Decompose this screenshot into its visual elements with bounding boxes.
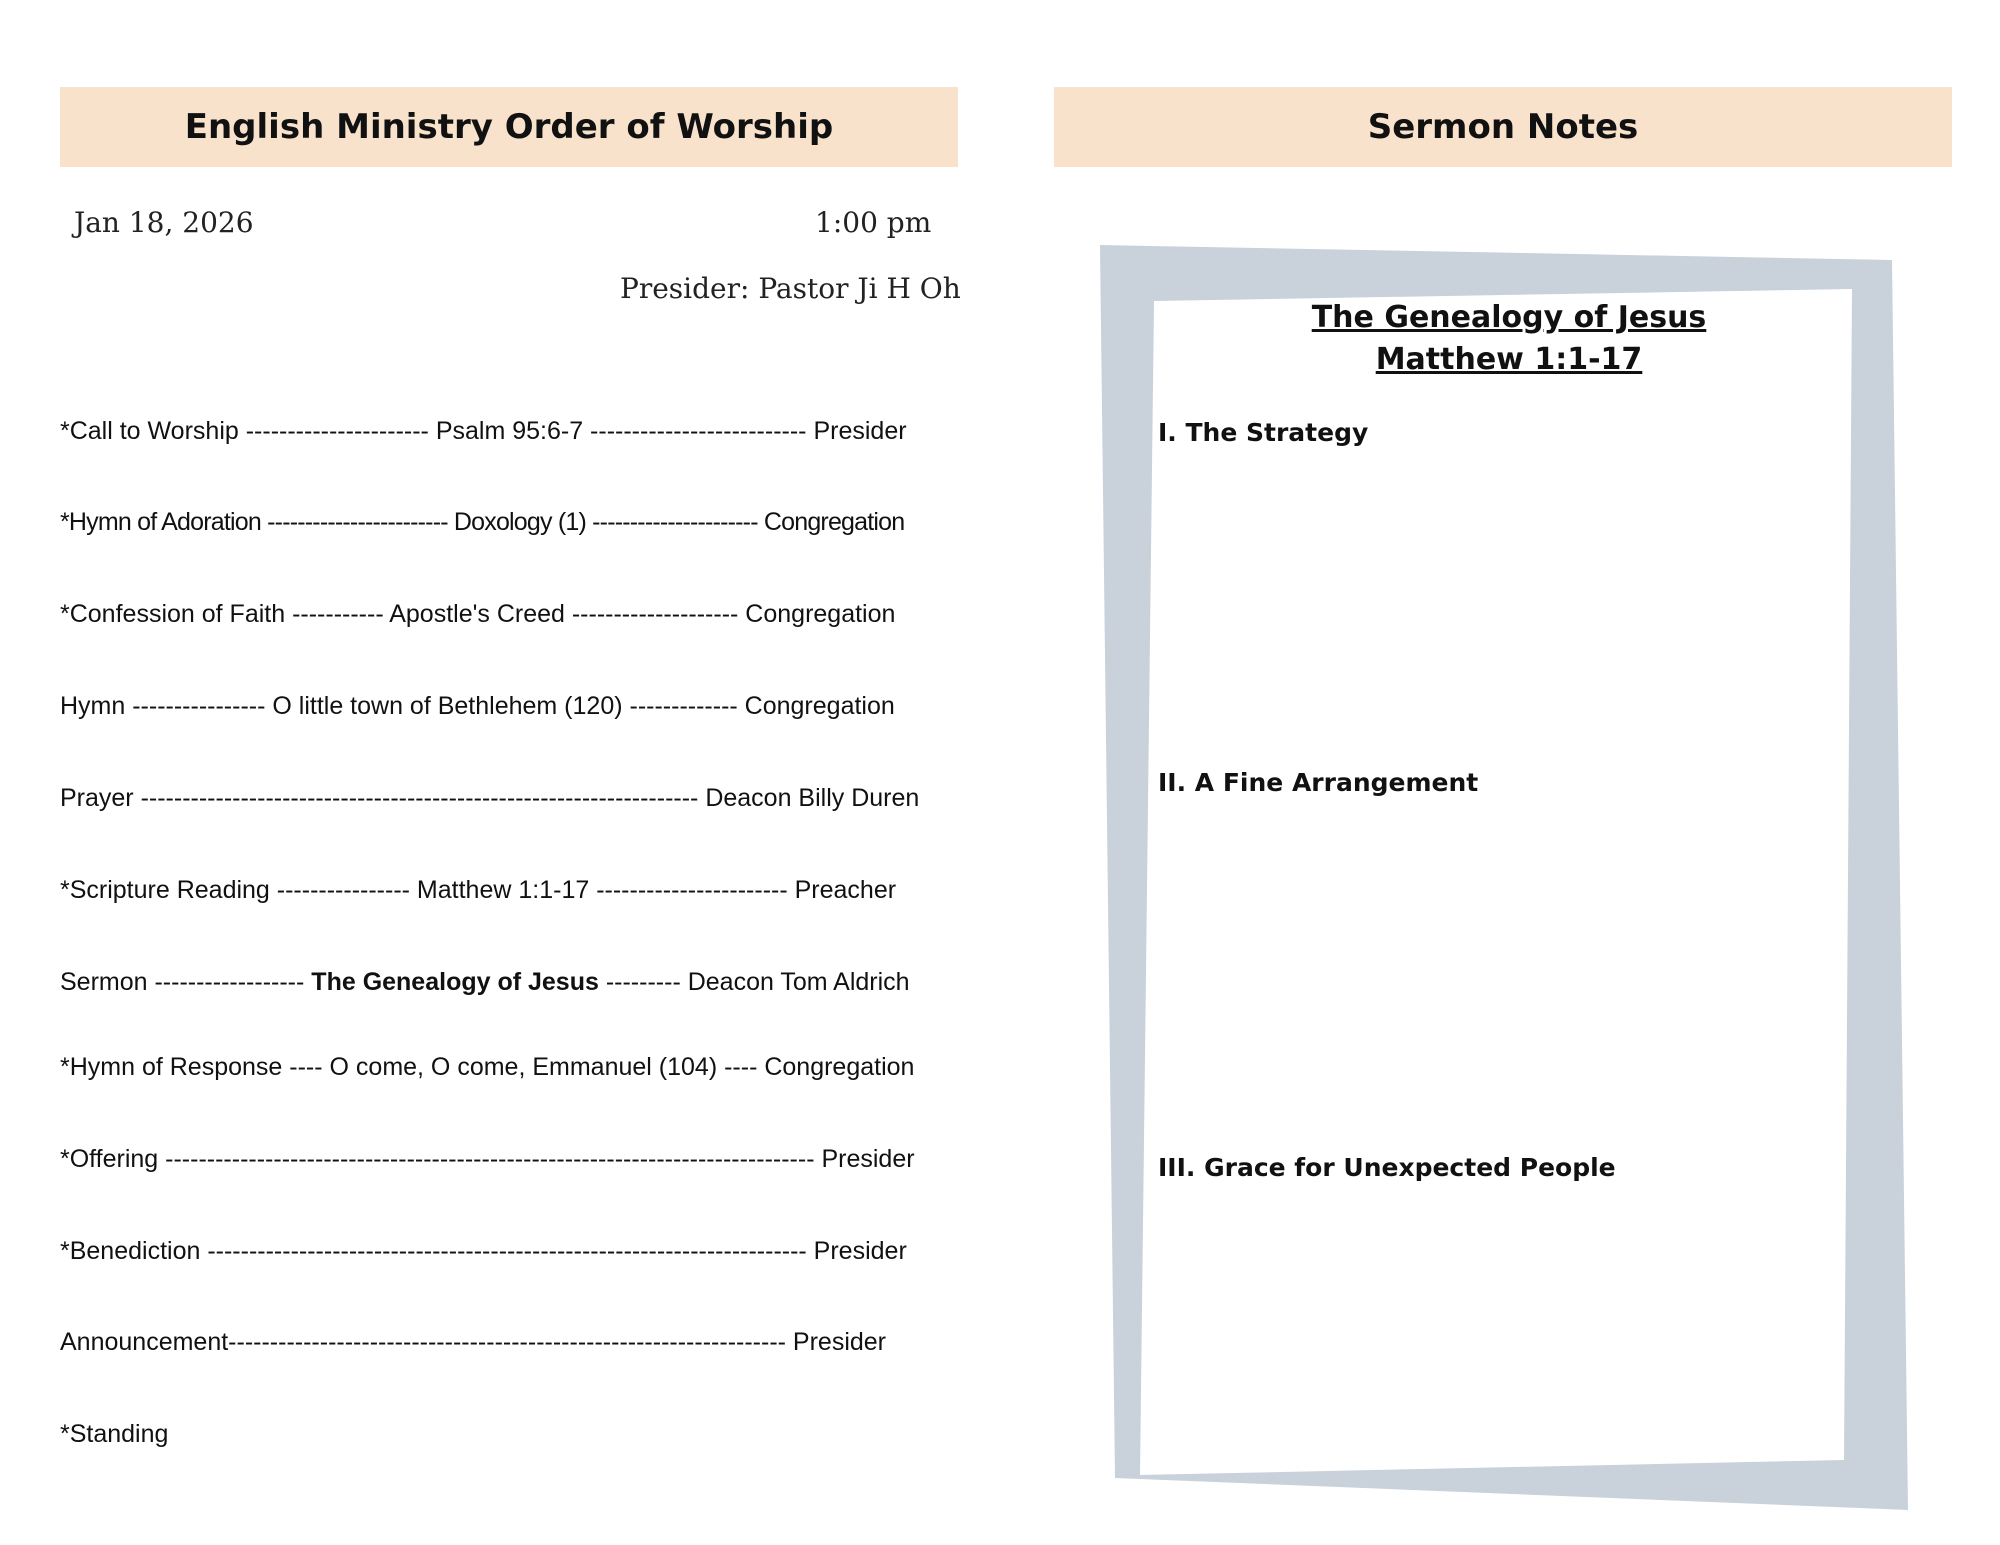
sermon-suffix: --------- Deacon Tom Aldrich (598, 968, 910, 996)
service-date: Jan 18, 2026 (74, 206, 254, 239)
worship-item-hymn: Hymn ---------------- O little town of Bethlehem (120) ------------- Congregation (60, 692, 895, 720)
notes-point-3: III. Grace for Unexpected People (1158, 1153, 1616, 1182)
worship-item-benediction: *Benediction ------------------------------------------------------------------------ Presider (60, 1237, 907, 1265)
notes-point-1: I. The Strategy (1158, 418, 1369, 447)
worship-item-scripture-reading: *Scripture Reading ---------------- Matthew 1:1-17 ----------------------- Preacher (60, 876, 897, 904)
worship-item-confession-of-faith: *Confession of Faith ----------- Apostle's Creed -------------------- Congregation (60, 600, 896, 628)
notes-sermon-title: The Genealogy of Jesus (1311, 300, 1707, 335)
notes-sermon-passage: Matthew 1:1-17 (1375, 342, 1643, 377)
worship-item-sermon (60, 968, 910, 997)
presider-line: Presider: Pastor Ji H Oh (620, 272, 961, 305)
order-of-worship-title: English Ministry Order of Worship (184, 107, 834, 147)
worship-item-hymn-of-adoration: *Hymn of Adoration ------------------------ Doxology (1) ---------------------- Congregation (60, 508, 905, 536)
sermon-notes-header (1054, 87, 1952, 167)
worship-item-hymn-of-response: *Hymn of Response ---- O come, O come, Emmanuel (104) ---- Congregation (60, 1053, 915, 1081)
worship-item-prayer: Prayer ------------------------------------------------------------------- Deacon Billy Duren (60, 784, 920, 812)
notes-point-2: II. A Fine Arrangement (1158, 768, 1479, 797)
worship-item-announcement: Announcement------------------------------------------------------------------- Presider (60, 1328, 887, 1356)
worship-item-call-to-worship: *Call to Worship ---------------------- Psalm 95:6-7 -------------------------- Presider (60, 417, 907, 445)
order-of-worship-header (60, 87, 958, 167)
sermon-notes-title: Sermon Notes (1367, 107, 1639, 147)
standing-note: *Standing (60, 1420, 169, 1448)
sermon-prefix: Sermon ------------------ (60, 968, 312, 996)
worship-item-offering: *Offering ------------------------------------------------------------------------------ Presider (60, 1145, 915, 1173)
service-time: 1:00 pm (815, 206, 932, 239)
sermon-title-inline: The Genealogy of Jesus (311, 968, 599, 996)
